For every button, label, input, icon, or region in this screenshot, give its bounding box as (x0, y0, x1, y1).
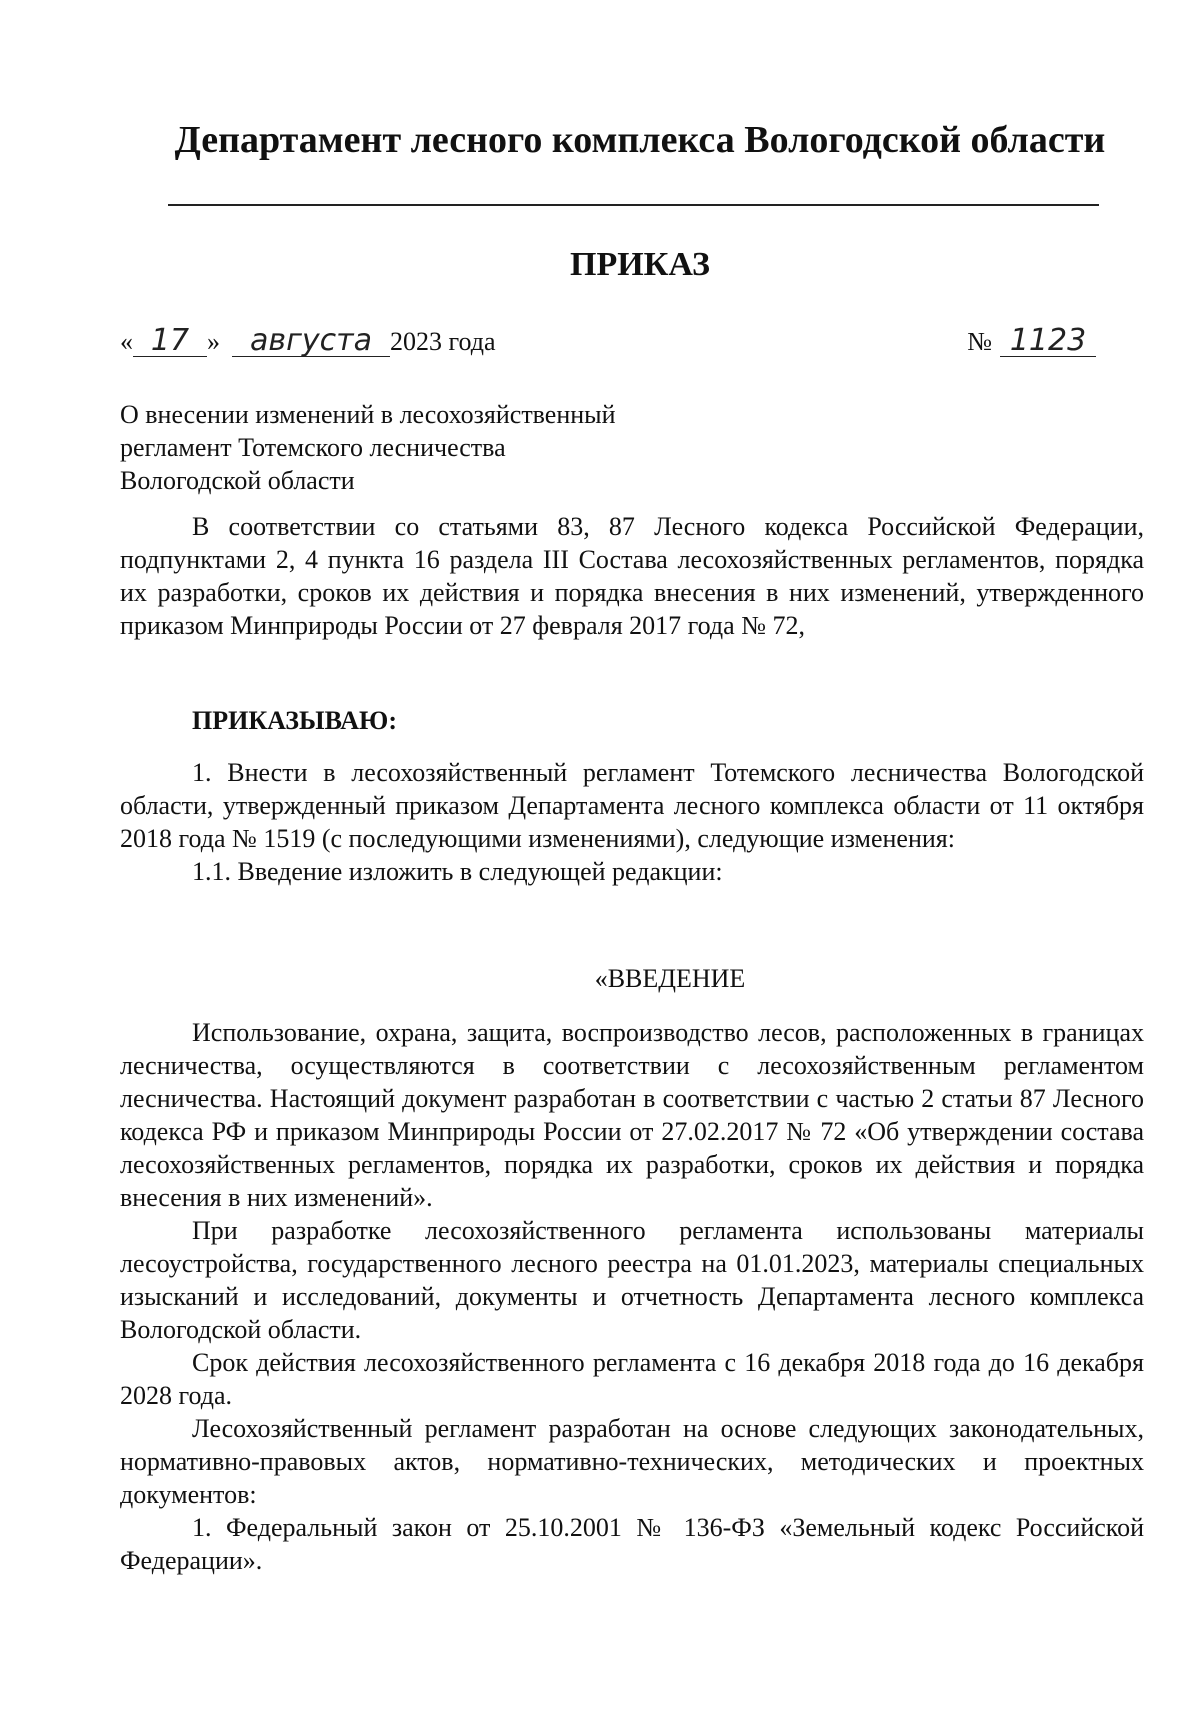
intro-paragraph: Срок действия лесохозяйственного регламента с 16 декабря 2018 года до 16 декабря 2028 года. (120, 1348, 1144, 1410)
order-subject (120, 398, 616, 497)
item-1-1: 1.1. Введение изложить в следующей редакции: (192, 857, 723, 886)
preamble-paragraph: В соответствии со статьями 83, 87 Лесного кодекса Российской Федерации, подпунктами 2, 4 пункта 16 раздела III Состава лесохозяйственных регламентов, порядка их разработки, сроков их действия и порядка внесения в них изменений, утвержденного приказом Минприроды России от 27 февраля 2017 года № 72, (120, 512, 1144, 640)
organization-title: Департамент лесного комплекса Вологодской области (174, 119, 1106, 161)
item-1: 1. Внести в лесохозяйственный регламент Тотемского лесничества Вологодской области, утвержденный приказом Департамента лесного комплекса области от 11 октября 2018 года № 1519 (с последующими изменениями), следующие изменения: (120, 758, 1144, 853)
intro-paragraph: 1. Федеральный закон от 25.10.2001 № 136-ФЗ «Земельный кодекс Российской Федерации». (120, 1513, 1144, 1575)
intro-paragraph: Использование, охрана, защита, воспроизводство лесов, расположенных в границах лесничества, осуществляются в соответствии с лесохозяйственным регламентом лесничества. Настоящий документ разработан в соответствии с частью 2 статьи 87 Лесного кодекса РФ и приказом Минприроды России от 27.02.2017 № 72 «Об утверждении состава лесохозяйственных регламентов, порядка их разработки, сроков их действия и порядка внесения в них изменений». (120, 1018, 1144, 1212)
subject-line: Вологодской области (120, 466, 355, 495)
date-open-quote: « (120, 327, 133, 356)
directive-heading: ПРИКАЗЫВАЮ: (192, 706, 397, 735)
introduction-body (120, 1016, 1144, 1577)
intro-paragraph: При разработке лесохозяйственного регламента использованы материалы лесоустройства, государственного лесного реестра на 01.01.2023, материалы специальных изысканий и исследований, документы и отчетность Департамента лесного комплекса Вологодской области. (120, 1216, 1144, 1344)
date-close-quote: » (207, 327, 220, 356)
handwritten-day: 17 (133, 326, 207, 357)
subject-line: регламент Тотемского лесничества (120, 433, 506, 462)
handwritten-month: августа (232, 326, 390, 357)
document-type-title: ПРИКАЗ (570, 246, 710, 283)
introduction-heading: «ВВЕДЕНИЕ (594, 964, 746, 993)
subject-line: О внесении изменений в лесохозяйственный (120, 400, 616, 429)
header-divider (168, 204, 1099, 206)
handwritten-number: 1123 (1000, 326, 1096, 357)
order-date (120, 323, 496, 358)
items-block (120, 756, 1144, 888)
intro-paragraph: Лесохозяйственный регламент разработан на основе следующих законодательных, нормативно-правовых актов, нормативно-технических, методических и проектных документов: (120, 1414, 1144, 1509)
date-year: 2023 года (390, 327, 496, 356)
order-number (967, 323, 1096, 358)
number-label: № (967, 327, 992, 356)
preamble-block (120, 510, 1144, 642)
